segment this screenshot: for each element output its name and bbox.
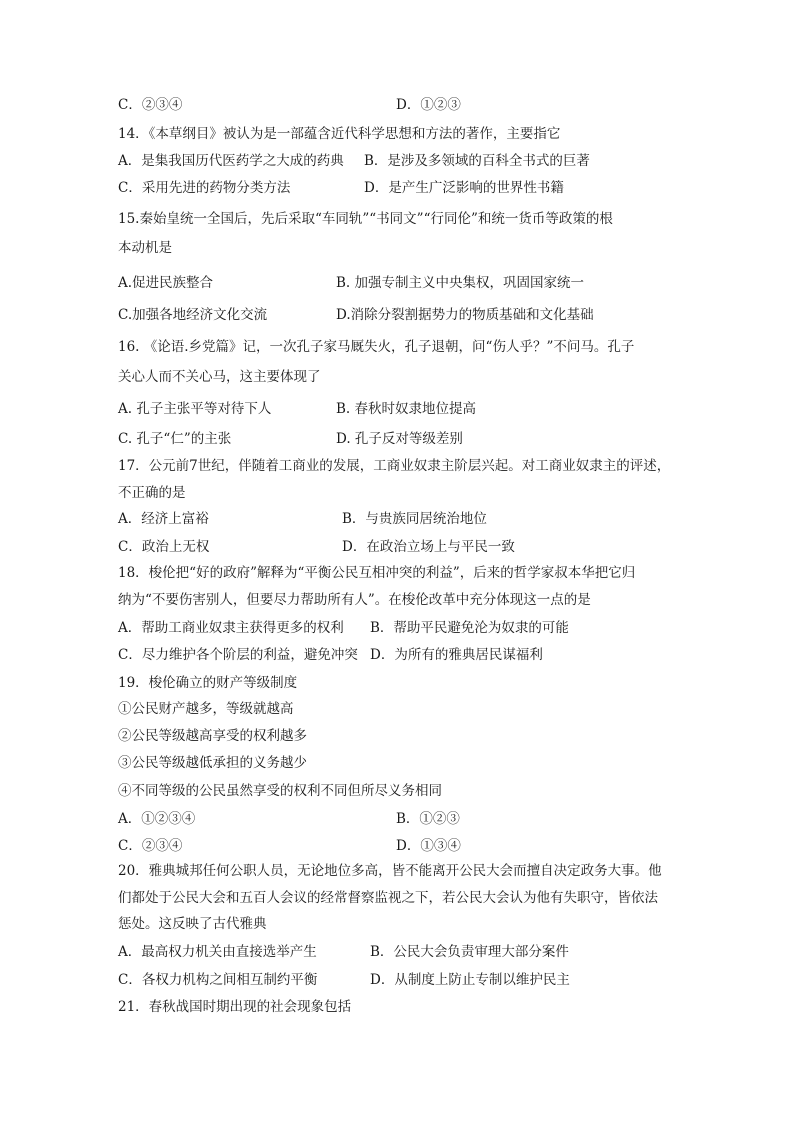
line-text: 19．梭伦确立的财产等级制度 [118,675,298,691]
line-text: 惩处。这反映了古代雅典 [118,916,267,932]
option-right: B．公民大会负责审理大部分案件 [370,944,569,960]
option-right: B．帮助平民避免沦为奴隶的可能 [370,620,569,636]
line-text: A．是集我国历代医药学之大成的药典 [118,153,344,169]
text-line [118,368,321,386]
text-line [118,591,591,609]
text-line [118,971,570,989]
text-line [118,125,560,143]
line-text: C．各权力机构之间相互制约平衡 [118,972,318,988]
line-text: A．帮助工商业奴隶主获得更多的权利 [118,620,344,636]
text-line [118,889,658,907]
line-text: C．政治上无权 [118,539,210,555]
text-line [118,646,543,664]
text-line [118,152,590,170]
text-line [118,179,564,197]
text-line [118,430,463,448]
option-right: D．为所有的雅典居民谋福利 [370,647,543,663]
line-text: A. 孔子主张平等对待下人 [118,401,272,417]
text-line [118,700,294,718]
line-text: C．②③④ [118,97,183,113]
option-right: D.消除分裂割据势力的物质基础和文化基础 [336,307,594,323]
option-right: D．①②③ [396,97,461,113]
text-line [118,306,594,324]
option-right: D．从制度上防止专制以维护民主 [370,972,570,988]
option-right: B．①②③ [396,811,460,827]
text-line [118,274,585,292]
text-line [118,210,613,228]
line-text: C．②③④ [118,838,183,854]
option-right: B. 春秋时奴隶地位提高 [336,401,477,417]
text-line [118,998,351,1016]
line-text: C. 孔子“仁”的主张 [118,431,232,447]
text-line [118,510,487,528]
text-line [118,564,635,582]
text-line [118,727,307,745]
line-text: 16. 《论语.乡党篇》记，一次孔子家马厩失火，孔子退朝，问“伤人乎？”不问马。孔子 [118,339,635,355]
line-text: ③公民等级越低承担的义务越少 [118,755,307,771]
line-text: 们都处于公民大会和五百人会议的经常督察监视之下，若公民大会认为他有失职守，皆依法 [118,890,658,906]
line-text: 18．梭伦把“好的政府”解释为“平衡公民互相冲突的利益”，后来的哲学家叔本华把它归 [118,565,636,581]
text-line [118,915,267,933]
option-right: D．在政治立场上与平民一致 [342,539,515,555]
line-text: 20．雅典城邦任何公职人员，无论地位多高，皆不能离开公民大会而擅自决定政务大事。他 [118,863,662,879]
line-text: 关心人而不关心马，这主要体现了 [118,369,321,385]
option-right: D. 孔子反对等级差别 [336,431,463,447]
text-line [118,338,634,356]
text-line [118,96,461,114]
line-text: C．采用先进的药物分类方法 [118,180,291,196]
line-text: A．经济上富裕 [118,511,209,527]
line-text: A.促进民族整合 [118,275,214,291]
line-text: 15.秦始皇统一全国后，先后采取“车同轨”“书同文”“行同伦”和统一货币等政策的根 [118,211,613,227]
line-text: 17．公元前7世纪，伴随着工商业的发展，工商业奴隶主阶层兴起。对工商业奴隶主的评述， [118,458,671,474]
text-line [118,457,670,475]
line-text: ①公民财产越多，等级就越高 [118,701,294,717]
text-line [118,837,461,855]
option-right: D．①③④ [396,838,461,854]
text-line [118,782,442,800]
line-text: 本动机是 [118,240,172,256]
text-line [118,754,307,772]
line-text: 14．《本草纲目》被认为是一部蕴含近代科学思想和方法的著作，主要指它 [118,126,561,142]
line-text: 不正确的是 [118,485,186,501]
text-line [118,943,569,961]
text-line [118,484,186,502]
text-line [118,619,569,637]
option-right: B．是涉及多领域的百科全书式的巨著 [364,153,590,169]
option-right: B. 加强专制主义中央集权，巩固国家统一 [336,275,585,291]
option-right: B．与贵族同居统治地位 [342,511,487,527]
text-line [118,810,460,828]
line-text: C.加强各地经济文化交流 [118,307,268,323]
text-line [118,862,662,880]
line-text: ④不同等级的公民虽然享受的权利不同但所尽义务相同 [118,783,442,799]
line-text: A．①②③④ [118,811,196,827]
line-text: A．最高权力机关由直接选举产生 [118,944,317,960]
text-line [118,674,297,692]
text-line [118,538,515,556]
text-line [118,400,477,418]
text-line [118,239,172,257]
line-text: 21．春秋战国时期出现的社会现象包括 [118,999,352,1015]
line-text: C．尽力维护各个阶层的利益，避免冲突 [118,647,358,663]
line-text: 纳为“不要伤害别人，但要尽力帮助所有人”。在梭伦改革中充分体现这一点的是 [118,592,591,608]
line-text: ②公民等级越高享受的权利越多 [118,728,307,744]
option-right: D．是产生广泛影响的世界性书籍 [364,180,564,196]
